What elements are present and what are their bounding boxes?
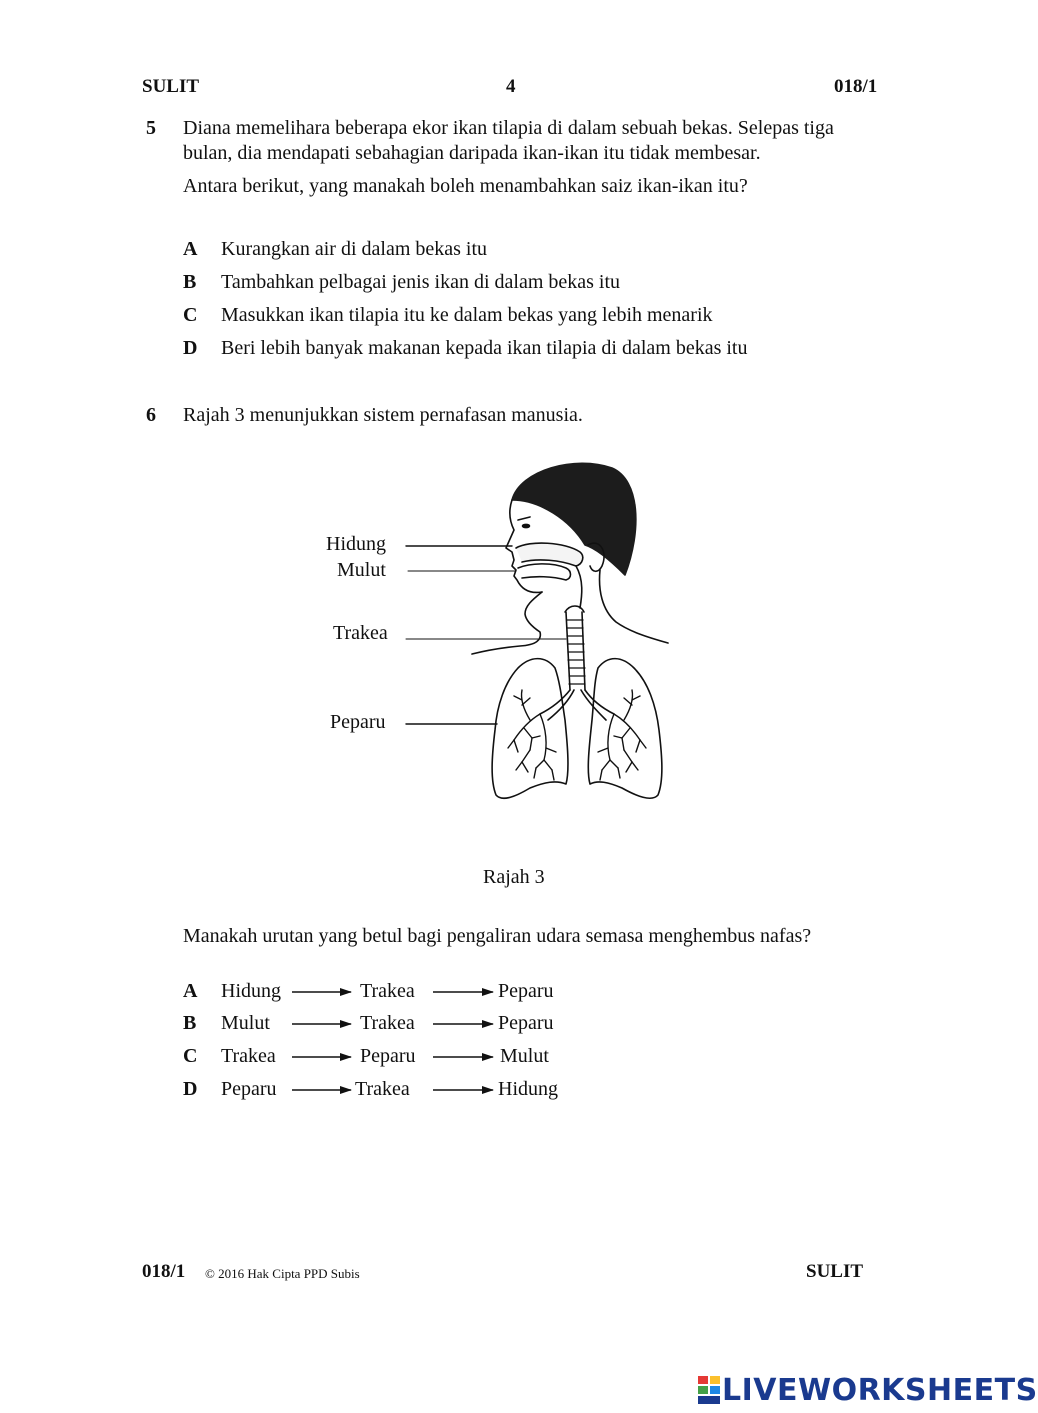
q6-option-letter: B (183, 1012, 197, 1034)
q6-option-c-step2[interactable]: Peparu (360, 1045, 416, 1067)
q6-intro: Rajah 3 menunjukkan sistem pernafasan manusia. (183, 404, 583, 426)
figure-caption: Rajah 3 (483, 866, 545, 888)
q6-option-c-step1[interactable]: Trakea (221, 1045, 276, 1067)
q6-option-a-step3[interactable]: Peparu (498, 980, 554, 1002)
q6-option-a-step2[interactable]: Trakea (360, 980, 415, 1002)
liveworksheets-logo-icon (698, 1376, 720, 1404)
footer-copyright: © 2016 Hak Cipta PPD Subis (205, 1266, 360, 1281)
q6-option-d-step3[interactable]: Hidung (498, 1078, 558, 1100)
q6-option-d-step1[interactable]: Peparu (221, 1078, 277, 1100)
q5-option-b[interactable]: Tambahkan pelbagai jenis ikan di dalam bekas itu (221, 271, 621, 293)
q5-option-c[interactable]: Masukkan ikan tilapia itu ke dalam bekas yang lebih menarik (221, 304, 713, 326)
q6-option-b-step3[interactable]: Peparu (498, 1012, 554, 1034)
q5-number: 5 (146, 117, 156, 139)
q6-option-a-step1[interactable]: Hidung (221, 980, 281, 1002)
q6-option-c-step3[interactable]: Mulut (500, 1045, 549, 1067)
q5-option-letter: C (183, 304, 198, 326)
q6-option-letter: D (183, 1078, 198, 1100)
q6-option-b-step1[interactable]: Mulut (221, 1012, 270, 1034)
right-lung (588, 659, 662, 799)
left-bronchioles (508, 690, 556, 780)
q5-option-d[interactable]: Beri lebih banyak makanan kepada ikan tilapia di dalam bekas itu (221, 337, 748, 359)
q6-option-letter: A (183, 980, 198, 1002)
label-nose: Hidung (326, 533, 386, 555)
q6-number: 6 (146, 404, 156, 426)
q6-option-b-step2[interactable]: Trakea (360, 1012, 415, 1034)
q5-option-letter: B (183, 271, 197, 293)
label-trachea: Trakea (333, 622, 388, 644)
q5-option-letter: D (183, 337, 198, 359)
label-mouth: Mulut (337, 559, 386, 581)
liveworksheets-brand[interactable]: LIVEWORKSHEETS (722, 1373, 1038, 1408)
q6-arrows (280, 975, 500, 1105)
left-lung (492, 659, 568, 799)
nasal-cavity (516, 543, 583, 566)
footer-code: 018/1 (142, 1261, 186, 1282)
q5-option-a[interactable]: Kurangkan air di dalam bekas itu (221, 238, 488, 260)
right-bronchioles (598, 690, 646, 780)
label-lungs: Peparu (330, 711, 386, 733)
q6-option-letter: C (183, 1045, 198, 1067)
trachea-left-wall (566, 612, 570, 690)
q5-option-letter: A (183, 238, 198, 260)
page-number: 4 (506, 76, 516, 97)
footer-right: SULIT (806, 1261, 864, 1282)
header-left: SULIT (142, 76, 200, 97)
header-right: 018/1 (834, 76, 878, 97)
trachea-right-wall (582, 612, 585, 690)
q5-line1: Diana memelihara beberapa ekor ikan tilapia di dalam sebuah bekas. Selepas tiga (183, 117, 834, 139)
q6-option-d-step2[interactable]: Trakea (355, 1078, 410, 1100)
q5-line2: bulan, dia mendapati sebahagian daripada ikan-ikan itu tidak membesar. (183, 142, 761, 164)
q6-question: Manakah urutan yang betul bagi pengaliran udara semasa menghembus nafas? (183, 925, 812, 947)
oral-cavity (518, 564, 571, 580)
q5-prompt: Antara berikut, yang manakah boleh menambahkan saiz ikan-ikan itu? (183, 175, 748, 197)
